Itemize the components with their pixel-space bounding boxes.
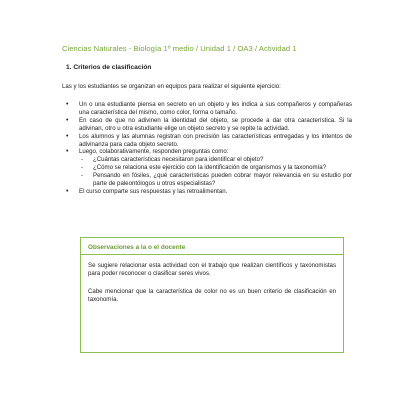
teacher-notes-paragraph: Se sugiere relacionar esta actividad con el trabajo que realizan científicos y taxonomistas para poder reconocer o clasificar seres vivos.: [88, 262, 336, 277]
list-item: [62, 133, 352, 149]
list-item-text: Los alumnos y las alumnas registran con precisión las características entregadas y los intentos de adivinanza para cada objeto secreto.: [79, 132, 352, 148]
question-item: [79, 172, 352, 188]
question-text: ¿Cuántas características necesitaron para identificar el objeto?: [93, 156, 264, 164]
list-item: [62, 148, 352, 188]
list-item-text: Un o una estudiante piensa en secreto en un objeto y les indica a sus compañeros y compañeras una característica del mismo, como color, forma o tamaño.: [79, 101, 352, 116]
question-item: [79, 156, 352, 164]
list-item-text: El curso comparte sus respuestas y las retroalimentan.: [79, 187, 228, 195]
teacher-notes-box: [80, 237, 344, 353]
intro-paragraph: Las y los estudiantes se organizan en equipos para realizar el siguiente ejercicio:: [62, 83, 281, 90]
question-text: Pensando en fósiles, ¿qué características pueden cobrar mayor relevancia en su estudio por parte de paleontólogos u otros especialistas?: [93, 172, 352, 188]
list-item: [62, 101, 352, 117]
question-item: [79, 164, 352, 172]
teacher-notes-divider: [81, 254, 343, 255]
list-item-text: Luego, colaborativamente, responden preguntas como:: [79, 148, 229, 156]
list-item-text: En caso de que no adivinen la identidad del objeto, se procede a dar otra característica. Si la adivinan, otro u otra estudiante elige un objeto secreto y se repite la actividad.: [79, 116, 352, 132]
question-text: ¿Cómo se relaciona este ejercicio con la identificación de organismos y la taxonomía?: [93, 164, 327, 172]
breadcrumb: Ciencias Naturales - Biología 1º medio / Unidad 1 / OA3 / Actividad 1: [62, 44, 297, 53]
list-item: [62, 188, 352, 196]
teacher-notes-title: Observaciones a la o el docente: [88, 244, 186, 251]
questions-list: [79, 156, 352, 188]
activity-steps-list: [62, 101, 352, 196]
list-item: [62, 117, 352, 133]
teacher-notes-paragraph: Cabe mencionar que la característica de color no es un buen criterio de clasificación en taxonomía.: [88, 288, 336, 303]
section-title: 1. Criterios de clasificación: [66, 64, 152, 71]
